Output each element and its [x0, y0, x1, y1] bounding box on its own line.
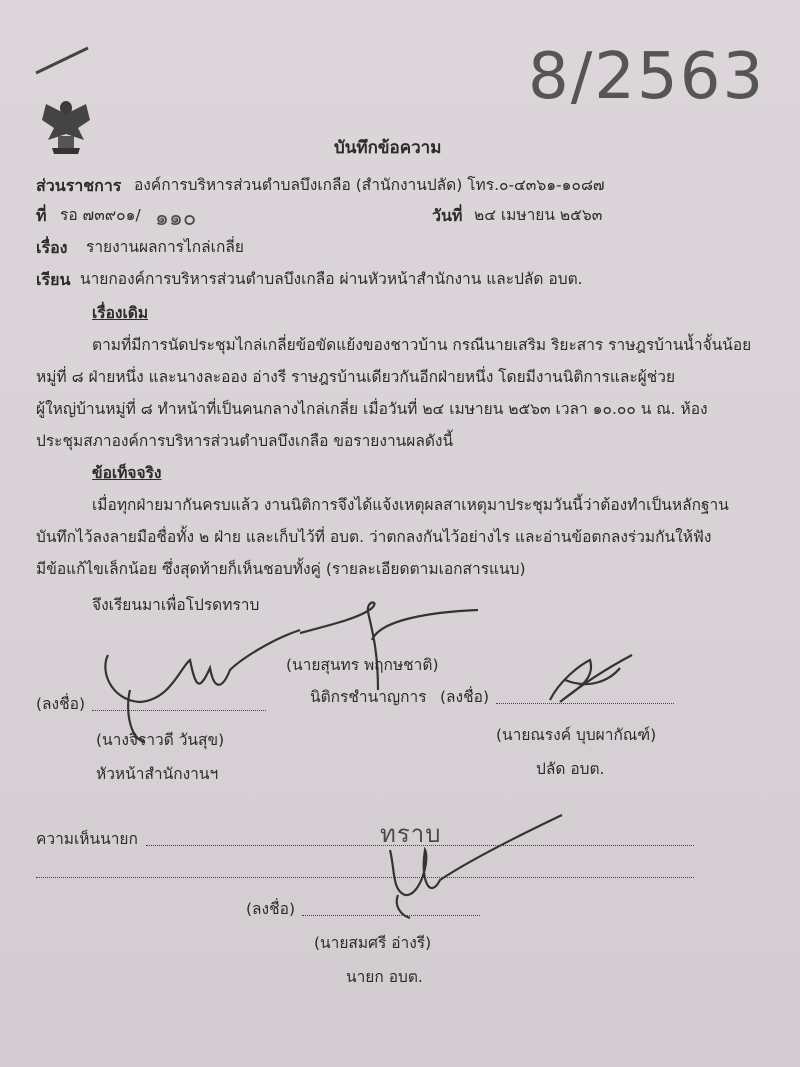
date-label: วันที่ [432, 206, 463, 225]
signature-line [302, 914, 480, 916]
agency-label: ส่วนราชการ [36, 176, 122, 195]
background-heading: เรื่องเดิม [92, 304, 149, 322]
background-line: ผู้ใหญ่บ้านหมู่ที่ ๘ ทำหน้าที่เป็นคนกลางไกล่เกลี่ย เมื่อวันที่ ๒๔ เมษายน ๒๕๖๓ เวลา ๑๐.๐๐ น ณ. ห้อง [36, 400, 708, 418]
deputy-position: ปลัด อบต. [536, 760, 605, 778]
opinion-line [36, 876, 694, 878]
to-value: นายกองค์การบริหารส่วนตำบลบึงเกลือ ผ่านหัวหน้าสำนักงาน และปลัด อบต. [80, 270, 583, 288]
garuda-emblem-icon [38, 96, 94, 154]
legal-officer-signature [300, 602, 478, 690]
background-line: ประชุมสภาองค์การบริหารส่วนตำบลบึงเกลือ ขอรายงานผลดังนี้ [36, 432, 454, 450]
background-line: ตามที่มีการนัดประชุมไกล่เกลี่ยข้อขัดแย้งของชาวบ้าน กรณีนายเสริม ริยะสาร ราษฎรบ้านน้ำจั้นน้อย [92, 336, 752, 354]
facts-heading: ข้อเท็จจริง [92, 464, 162, 482]
office-head-name: (นางจิราวดี วันสุข) [96, 731, 225, 749]
mayor-opinion-label: ความเห็นนายก [36, 830, 138, 848]
handwritten-doc-number: 8/2563 [528, 40, 766, 114]
corner-pen-mark [36, 48, 88, 73]
agency-value: องค์การบริหารส่วนตำบลบึงเกลือ (สำนักงานปลัด) โทร.๐-๔๓๖๑-๑๐๘๗ [134, 176, 605, 194]
subject-value: รายงานผลการไกล่เกลี่ย [86, 238, 244, 256]
facts-line: บันทึกไว้ลงลายมือชื่อทั้ง ๒ ฝ่าย และเก็บไว้ที่ อบต. ว่าตกลงกันไว้อย่างไร และอ่านข้อตกลงร่วมกันให้ฟัง [36, 528, 712, 546]
ref-label: ที่ [36, 206, 47, 225]
deputy-signature [550, 655, 632, 702]
memo-title: บันทึกข้อความ [334, 138, 442, 158]
sign-label: (ลงชื่อ) [440, 688, 489, 706]
office-head-signature [105, 630, 300, 742]
mayor-position: นายก อบต. [346, 968, 423, 986]
legal-officer-position: นิติกรชำนาญการ [310, 688, 427, 706]
mayor-name: (นายสมศรี อ่างรี) [314, 934, 432, 952]
closing-text: จึงเรียนมาเพื่อโปรดทราบ [92, 596, 260, 614]
ref-value: รอ ๗๓๙๐๑/ [60, 206, 141, 224]
handwritten-approval: ทราบ [380, 820, 442, 848]
to-label: เรียน [36, 270, 71, 289]
signature-line [92, 709, 266, 711]
office-head-position: หัวหน้าสำนักงานฯ [96, 765, 219, 783]
legal-officer-name: (นายสุนทร พฤกษชาติ) [286, 656, 439, 674]
facts-line: เมื่อทุกฝ่ายมากันครบแล้ว งานนิติการจึงได้แจ้งเหตุผลสาเหตุมาประชุมวันนี้ว่าต้องทำเป็นหลักฐาน [92, 496, 729, 514]
facts-line: มีข้อแก้ไขเล็กน้อย ซึ่งสุดท้ายก็เห็นชอบทั้งคู่ (รายละเอียดตามเอกสารแนบ) [36, 560, 526, 578]
background-line: หมู่ที่ ๘ ฝ่ายหนึ่ง และนางละออง อ่างรี ราษฎรบ้านเดียวกันอีกฝ่ายหนึ่ง โดยมีงานนิติการและผู้ช่วย [36, 368, 676, 386]
subject-label: เรื่อง [36, 238, 68, 257]
handwritten-ref-suffix: ๑๑๐ [155, 206, 197, 231]
sign-label: (ลงชื่อ) [246, 900, 295, 918]
signature-line [496, 702, 674, 704]
date-value: ๒๔ เมษายน ๒๕๖๓ [474, 206, 603, 224]
sign-label: (ลงชื่อ) [36, 695, 85, 713]
deputy-name: (นายณรงค์ บุบผากัณฑ์) [496, 726, 657, 744]
